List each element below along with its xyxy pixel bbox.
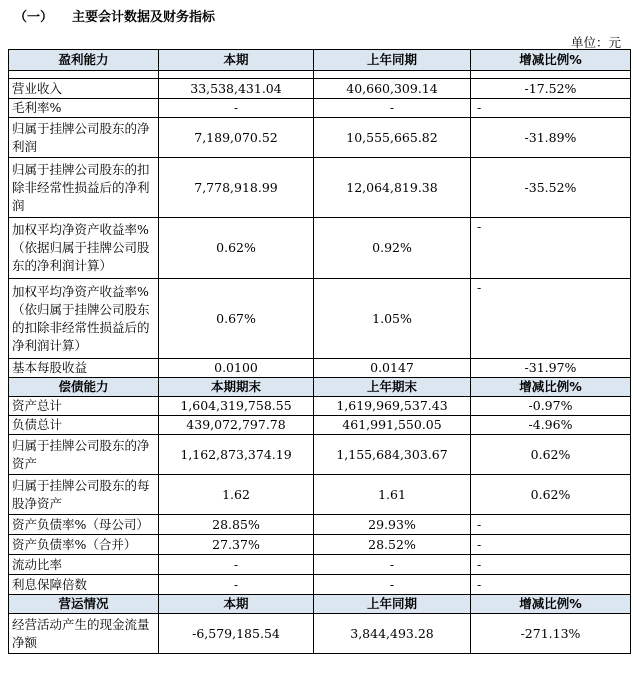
header-cell: 盈利能力 (9, 50, 159, 71)
financial-indicators-table (8, 49, 631, 654)
cell-value: 3,844,493.28 (314, 614, 471, 654)
header-cell: 上年同期 (314, 50, 471, 71)
header-cell: 上年期末 (314, 378, 471, 397)
cell-value: 28.85% (159, 515, 314, 535)
table-row (9, 416, 631, 435)
table-row (9, 158, 631, 218)
table-row (9, 475, 631, 515)
table-row (9, 118, 631, 158)
table-row (9, 359, 631, 378)
row-label: 利息保障倍数 (9, 575, 159, 595)
row-label: 资产总计 (9, 397, 159, 416)
table-row (9, 535, 631, 555)
row-label: 毛利率% (9, 99, 159, 118)
table-row (9, 575, 631, 595)
cell-value: - (314, 555, 471, 575)
row-label: 归属于挂牌公司股东的净资产 (9, 435, 159, 475)
table-header-row (9, 595, 631, 614)
header-cell: 营运情况 (9, 595, 159, 614)
table-row (9, 397, 631, 416)
cell-value: 1.05% (314, 279, 471, 359)
cell-value: 40,660,309.14 (314, 79, 471, 99)
cell-value: 7,778,918.99 (159, 158, 314, 218)
cell-value: 0.0100 (159, 359, 314, 378)
row-label: 营业收入 (9, 79, 159, 99)
table-row (9, 614, 631, 654)
row-label: 加权平均净资产收益率%（依归属于挂牌公司股东的扣除非经常性损益后的净利润计算） (9, 279, 159, 359)
header-cell: 本期 (159, 50, 314, 71)
cell-value: 0.92% (314, 218, 471, 279)
table-row (9, 218, 631, 279)
cell-value: 1.61 (314, 475, 471, 515)
cell-value: 439,072,797.78 (159, 416, 314, 435)
header-cell: 增减比例% (471, 50, 631, 71)
row-label: 经营活动产生的现金流量净额 (9, 614, 159, 654)
cell-value: -17.52% (471, 79, 631, 99)
header-cell: 上年同期 (314, 595, 471, 614)
cell-value: 0.0147 (314, 359, 471, 378)
table-row (9, 99, 631, 118)
section-number: （一） (14, 10, 54, 25)
cell-value: - (159, 555, 314, 575)
cell-value: 0.62% (471, 435, 631, 475)
cell-value: 1,155,684,303.67 (314, 435, 471, 475)
cell-value: 29.93% (314, 515, 471, 535)
spacer-row (9, 71, 631, 79)
header-cell: 增减比例% (471, 595, 631, 614)
table-header-row (9, 378, 631, 397)
cell-value: - (159, 99, 314, 118)
row-label: 基本每股收益 (9, 359, 159, 378)
row-label: 归属于挂牌公司股东的每股净资产 (9, 475, 159, 515)
cell-value: 10,555,665.82 (314, 118, 471, 158)
cell-value: 28.52% (314, 535, 471, 555)
cell-value: 27.37% (159, 535, 314, 555)
row-label: 资产负债率%（合并） (9, 535, 159, 555)
row-label: 归属于挂牌公司股东的净利润 (9, 118, 159, 158)
row-label: 归属于挂牌公司股东的扣除非经常性损益后的净利润 (9, 158, 159, 218)
cell-value: 7,189,070.52 (159, 118, 314, 158)
cell-value: - (471, 218, 631, 279)
table-header-row (9, 50, 631, 71)
table-row (9, 279, 631, 359)
cell-value: 0.62% (159, 218, 314, 279)
cell-value: 461,991,550.05 (314, 416, 471, 435)
cell-value: - (159, 575, 314, 595)
cell-value: - (471, 99, 631, 118)
table-row (9, 515, 631, 535)
section-title-text: 主要会计数据及财务指标 (72, 10, 216, 25)
cell-value: - (471, 575, 631, 595)
cell-value: -35.52% (471, 158, 631, 218)
table-row (9, 435, 631, 475)
cell-value: 1,604,319,758.55 (159, 397, 314, 416)
cell-value: -31.89% (471, 118, 631, 158)
cell-value: -0.97% (471, 397, 631, 416)
table-row (9, 555, 631, 575)
cell-value: -31.97% (471, 359, 631, 378)
cell-value: - (471, 279, 631, 359)
header-cell: 本期期末 (159, 378, 314, 397)
section-title (14, 6, 215, 25)
cell-value: 1.62 (159, 475, 314, 515)
table-row (9, 79, 631, 99)
row-label: 加权平均净资产收益率%（依据归属于挂牌公司股东的净利润计算） (9, 218, 159, 279)
header-cell: 增减比例% (471, 378, 631, 397)
cell-value: -271.13% (471, 614, 631, 654)
cell-value: 33,538,431.04 (159, 79, 314, 99)
row-label: 负债总计 (9, 416, 159, 435)
cell-value: 1,162,873,374.19 (159, 435, 314, 475)
cell-value: 12,064,819.38 (314, 158, 471, 218)
row-label: 流动比率 (9, 555, 159, 575)
unit-label: 单位：元 (570, 35, 621, 50)
cell-value: 0.62% (471, 475, 631, 515)
cell-value: -4.96% (471, 416, 631, 435)
cell-value: 0.67% (159, 279, 314, 359)
cell-value: 1,619,969,537.43 (314, 397, 471, 416)
header-cell: 本期 (159, 595, 314, 614)
cell-value: - (471, 535, 631, 555)
cell-value: - (314, 575, 471, 595)
cell-value: - (471, 555, 631, 575)
row-label: 资产负债率%（母公司） (9, 515, 159, 535)
header-cell: 偿债能力 (9, 378, 159, 397)
cell-value: -6,579,185.54 (159, 614, 314, 654)
cell-value: - (314, 99, 471, 118)
cell-value: - (471, 515, 631, 535)
